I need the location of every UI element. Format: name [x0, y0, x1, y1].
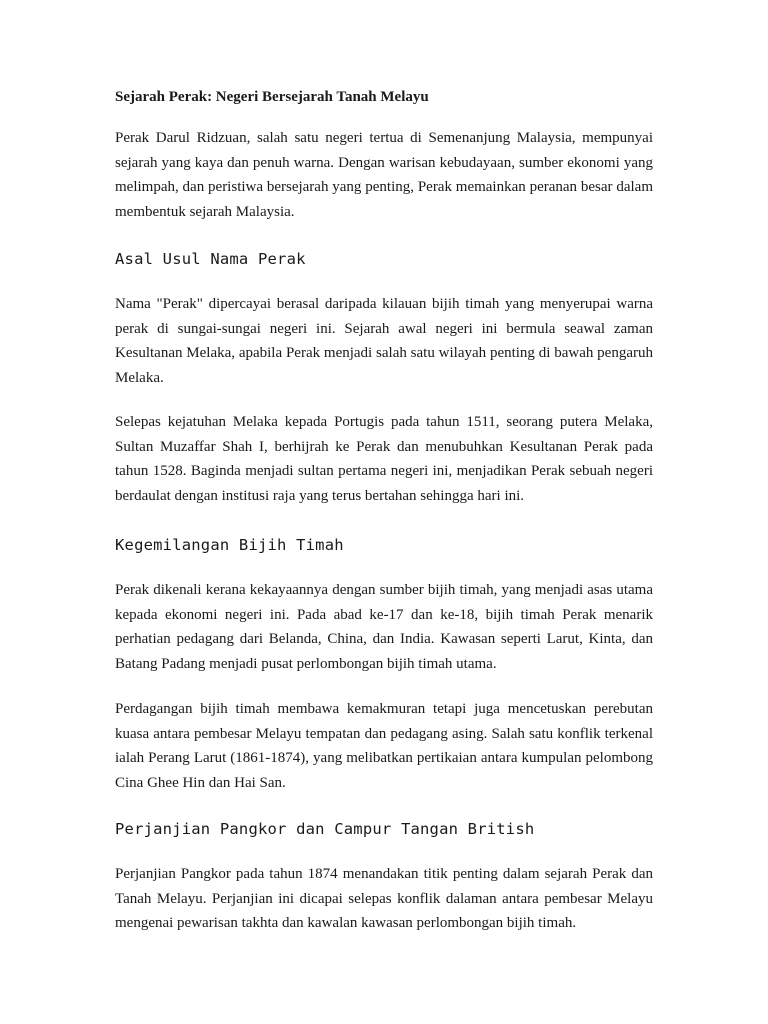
section-paragraph: Perjanjian Pangkor pada tahun 1874 menandakan titik penting dalam sejarah Perak dan Tanah Melayu. Perjanjian ini dicapai selepas konflik dalaman antara pembesar Melayu mengenai pewarisan takhta dan kawalan kawasan perlombongan bijih timah. — [115, 866, 653, 932]
section-paragraph: Perdagangan bijih timah membawa kemakmuran tetapi juga mencetuskan perebutan kuasa antara pembesar Melayu tempatan dan pedagang asing. Salah satu konflik terkenal ialah Perang Larut (1861-1874), yang melibatkan pertikaian antara kumpulan pelombong Cina Ghee Hin dan Hai San. — [115, 701, 653, 791]
section-heading-bijih-timah: Kegemilangan Bijih Timah — [115, 536, 344, 554]
section-paragraph: Selepas kejatuhan Melaka kepada Portugis pada tahun 1511, seorang putera Melaka, Sultan Muzaffar Shah I, berhijrah ke Perak dan menubuhkan Kesultanan Perak pada tahun 1528. Baginda menjadi sultan pertama negeri ini, menjadikan Perak sebuah negeri berdaulat dengan institusi raja yang terus bertahan sehingga hari ini. — [115, 414, 653, 504]
section-heading-pangkor: Perjanjian Pangkor dan Campur Tangan British — [115, 820, 535, 838]
section-paragraph: Perak dikenali kerana kekayaannya dengan sumber bijih timah, yang menjadi asas utama kepada ekonomi negeri ini. Pada abad ke-17 dan ke-18, bijih timah Perak menarik perhatian pedagang dari Belanda, China, dan India. Kawasan seperti Larut, Kinta, dan Batang Padang menjadi pusat perlombongan bijih timah utama. — [115, 582, 653, 672]
document-title: Sejarah Perak: Negeri Bersejarah Tanah Melayu — [115, 89, 429, 105]
intro-paragraph: Perak Darul Ridzuan, salah satu negeri tertua di Semenanjung Malaysia, mempunyai sejarah yang kaya dan penuh warna. Dengan warisan kebudayaan, sumber ekonomi yang melimpah, dan peristiwa bersejarah yang penting, Perak memainkan peranan besar dalam membentuk sejarah Malaysia. — [115, 130, 653, 220]
section-paragraph: Nama "Perak" dipercayai berasal daripada kilauan bijih timah yang menyerupai warna perak di sungai-sungai negeri ini. Sejarah awal negeri ini bermula seawal zaman Kesultanan Melaka, apabila Perak menjadi salah satu wilayah penting di bawah pengaruh Melaka. — [115, 296, 653, 386]
section-heading-asal-usul: Asal Usul Nama Perak — [115, 250, 306, 268]
